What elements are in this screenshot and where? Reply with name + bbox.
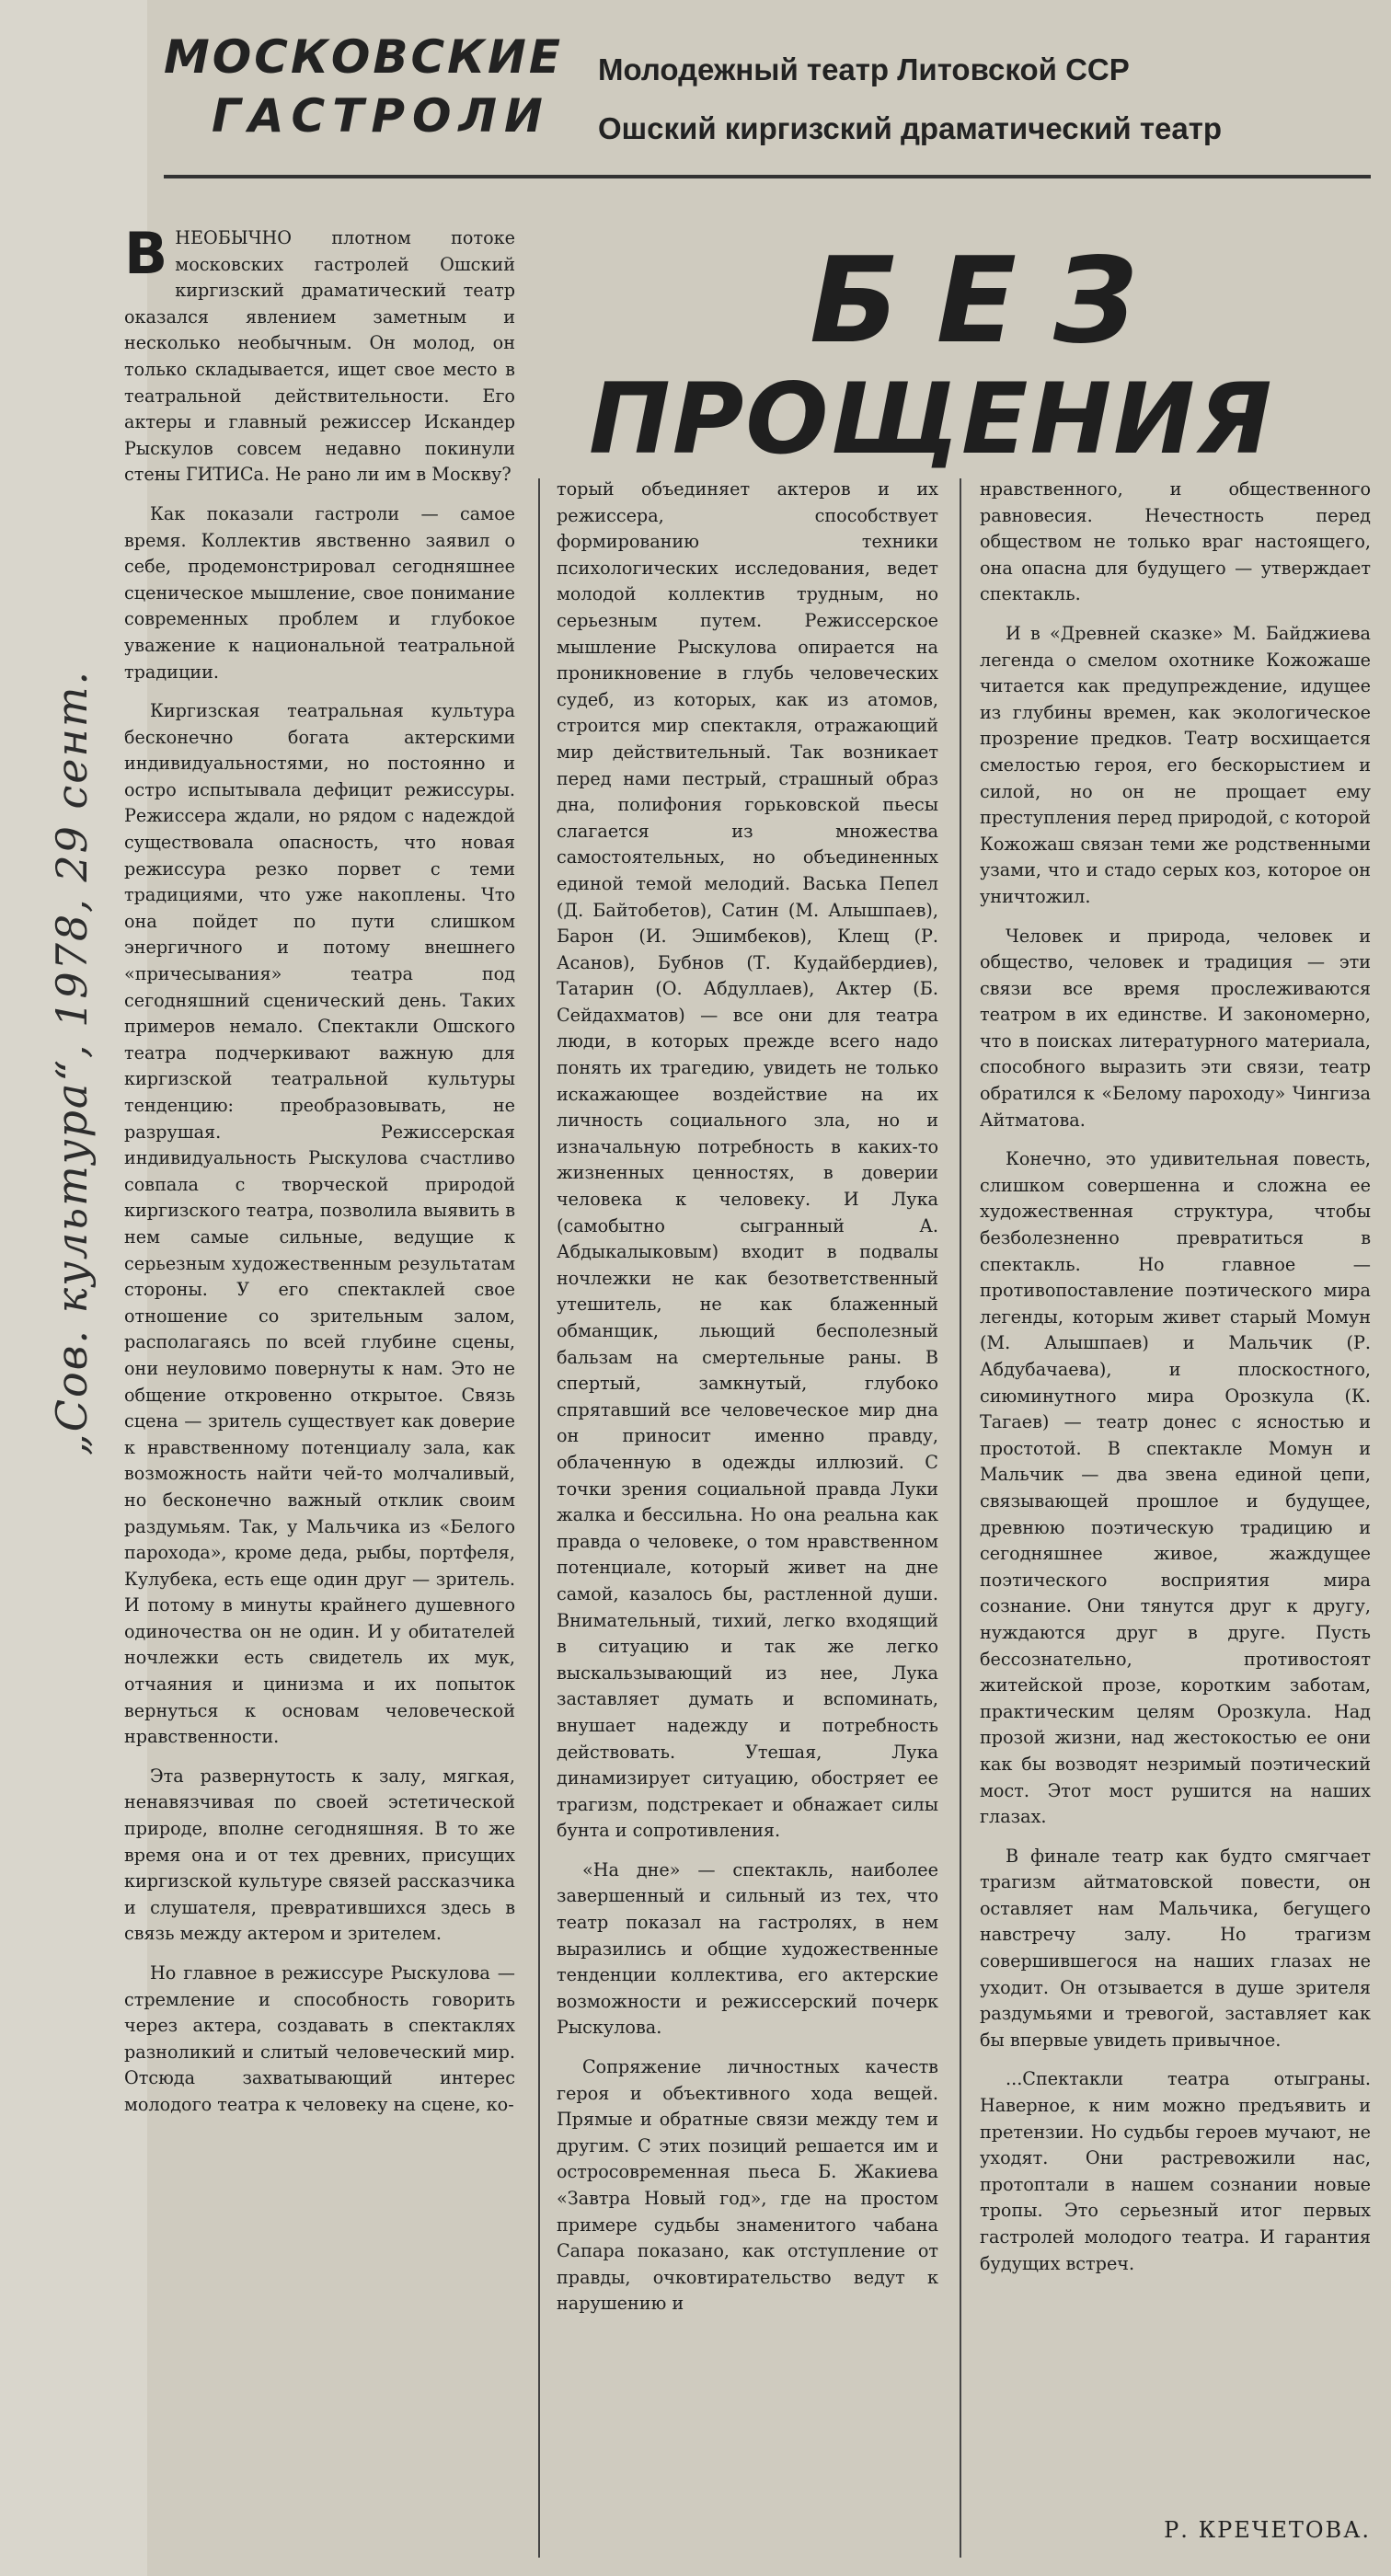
paragraph-text: НЕОБЫЧНО плотном потоке московских гастролей Ошский киргизский драматический театр оказался явлением заметным и несколько необычным. Он молод, он только складывается, ищет свое место в театральной действительности. Его актеры и главный режиссер Искандер Рыскулов совсем недавно покинули стены ГИТИСа. Не рано ли им в Москву? <box>124 227 515 486</box>
paragraph: нравственного, и общественного равновесия. Нечестность перед обществом не только враг настоящего, она опасна для будущего — утверждает спектакль. <box>980 478 1371 605</box>
paragraph: Но главное в режиссуре Рыскулова — стремление и способность говорить через актера, создавать в спектаклях разноликий и слитый человеческий мир. Отсюда захватывающий интерес молодого театра к человеку на сцене, ко- <box>124 1962 515 2115</box>
paragraph: «На дне» — спектакль, наиболее завершенный и сильный из тех, что театр показал на гастролях, в нем выразились и общие художественные тенденции коллектива, его актерские возможности и режиссерский почерк Рыскулова. <box>557 1858 938 2039</box>
column-1 <box>124 220 515 2132</box>
title-line-2: ПРОЩЕНИЯ <box>589 362 1274 476</box>
column-2 <box>557 477 938 2330</box>
paragraph: ...Спектакли театра отыграны. Наверное, к ним можно предъявить и претензии. Но судьбы героев мучают, не уходят. Они растревожили нас, протоптали в нашем сознании новые тропы. Это серьезный итог первых гастролей молодого театра. И гарантия будущих встреч. <box>980 2068 1371 2274</box>
paragraph: Киргизская театральная культура бесконечно богата актерскими индивидуальностями, но постоянно и остро испытывала дефицит режиссуры. Режиссера ждали, но рядом с надеждой существовала опасность, что новая режиссура резко порвет с теми традициями, что уже накоплены. Что она пойдет по пути слишком энергичного и потому внешнего «причесывания» театра под сегодняшний сценический день. Таких примеров немало. Спектакли Ошского театра подчеркивают важную для киргизской театральной культуры тенденцию: преобразовывать, не разрушая. Режиссерская индивидуальность Рыскулова счастливо совпала с творческой природой киргизского театра, позволила выявить в нем самые сильные, ведущие к серьезным художественным результатам стороны. У его спектаклей свое отношение со зрительным залом, располагаясь по всей глубине сцены, они неуловимо повернуты к нам. Это не общение откровенно открытое. Связь сцена — зритель существует как доверие к нравственному потенциалу зала, как возможность найти чей-то молчаливый, но бесконечно важный отклик своим раздумьям. Так, у Мальчика из «Белого парохода», кроме деда, рыбы, портфеля, Кулубека, есть еще один друг — зритель. И потому в минуты крайнего душевного одиночества он не один. И у обитателей ночлежки есть свидетель их мук, отчаяния и цинизма и их попыток вернуться к основам человеческой нравственности. <box>124 700 515 1748</box>
rubric-line-2: ГАСТРОЛИ <box>212 89 550 143</box>
article-title <box>589 233 1371 477</box>
rubric-heading <box>164 28 564 145</box>
theater-list <box>598 40 1371 158</box>
paragraph: торый объединяет актеров и их режиссера, способствует формированию техники психологических исследования, ведет молодой коллектив трудным, но серьезным путем. Режиссерское мышление Рыскулова опирается на проникновение в глубь человеческих судеб, из которых, как из атомов, строится мир спектакля, отражающий мир действительный. Так возникает перед нами пестрый, страшный образ дна, полифония горьковской пьесы слагается из множества самостоятельных, но объединенных единой темой мелодий. Васька Пепел (Д. Байтобетов), Сатин (М. Алышпаев), Барон (И. Эшимбеков), Клещ (Р. Асанов), Бубнов (Т. Кудайбердиев), Татарин (О. Абдуллаев), Актер (Б. Сейдахматов) — все они для театра люди, в которых прежде всего надо понять их трагедию, увидеть не только искажающее воздействие на их личность социального зла, но и изначальную потребность в каких-то жизненных ценностях, в доверии человека к человеку. И Лука (самобытно сыгранный А. Абдыкалыковым) входит в подвалы ночлежки не как безответственный утешитель, не как блаженный обманщик, льющий бесполезный бальзам на смертельные раны. В спертый, замкнутый, глубоко спрятавший все человеческое мир дна он приносит именно правду, облаченную в одежды иллюзий. С точки зрения социальной правда Луки жалка и бессильна. Но она реальна как правда о человеке, о том нравственном потенциале, который живет на дне самой, казалось бы, растленной души. Внимательный, тихий, легко входящий в ситуацию и так же легко выскальзывающий из нее, Лука заставляет думать и вспоминать, внушает надежду и потребность действовать. Утешая, Лука динамизирует ситуацию, обостряет ее трагизм, подстрекает и обнажает силы бунта и сопротивления. <box>557 478 938 1842</box>
column-divider <box>960 478 961 2558</box>
column-3 <box>980 477 1371 2290</box>
drop-cap: В <box>124 220 168 287</box>
paragraph <box>124 220 515 489</box>
paragraph: В финале театр как будто смягчает трагизм айтматовской повести, он оставляет нам Мальчика, бегущего навстречу залу. Но трагизм совершившегося на наших глазах не уходит. Он отзывается в душе зрителя раздумьями и тревогой, заставляет как бы впервые увидеть привычное. <box>980 1845 1371 2051</box>
paragraph: Как показали гастроли — самое время. Коллектив явственно заявил о себе, продемонстрировал сегодняшнее сценическое мышление, свое понимание современных проблем и глубокое уважение к национальной театральной традиции. <box>124 502 515 683</box>
source-note-text: „Сов. культура“, 1978, 29 сент. <box>47 669 97 1456</box>
author-signature: Р. КРЕЧЕТОВА. <box>1164 2517 1371 2543</box>
paragraph: Сопряжение личностных качеств героя и объективного хода вещей. Прямые и обратные связи между тем и другим. С этих позиций решается им и остросовременная пьеса Б. Жакиева «Завтра Новый год», где на простом примере судьбы знаменитого чабана Сапара показано, как отступление от правды, очковтирательство ведут к нарушению и <box>557 2056 938 2315</box>
paragraph: Конечно, это удивительная повесть, слишком совершенна и сложна ее художественная структура, чтобы безболезненно превратиться в спектакль. Но главное — противопоставление поэтического мира легенды, которым живет старый Момун (М. Алышпаев) и Мальчик (Р. Абдубачаева), и плоскостного, сиюминутного мира Орозкула (К. Тагаев) — театр донес с ясностью и простотой. В спектакле Момун и Мальчик — два звена единой цепи, связывающей прошлое и будущее, древнюю поэтическую традицию и сегодняшнее живое, жаждущее поэтического восприятия мира сознание. Они тянутся друг к другу, нуждаются друг в друге. Пусть бессознательно, противостоят житейской прозе, коротким заботам, практическим целям Орозкула. Над прозой жизни, над жестокостью ее они как бы возводят незримый поэтический мост. Этот мост рушится на наших глазах. <box>980 1148 1371 1828</box>
handwritten-source-note <box>17 396 127 1730</box>
rubric-line-1: МОСКОВСКИЕ <box>164 30 564 84</box>
theater-2: Ошский киргизский драматический театр <box>598 111 1223 145</box>
title-line-1: БЕЗ <box>810 233 1174 370</box>
paragraph: Человек и природа, человек и общество, человек и традиция — эти связи все время прослеживаются театром в их единстве. И закономерно, что в поисках литературного материала, способного выразить эти связи, театр обратился к «Белому пароходу» Чингиза Айтматова. <box>980 925 1371 1131</box>
column-divider <box>538 478 540 2558</box>
paragraph: Эта развернутость к залу, мягкая, ненавязчивая по своей эстетической природе, вполне сегодняшняя. В то же время она и от тех древних, присущих киргизской культуре связей рассказчика и слушателя, превратившихся здесь в связь между актером и зрителем. <box>124 1765 515 1945</box>
theater-1: Молодежный театр Литовской ССР <box>598 52 1130 86</box>
paragraph: И в «Древней сказке» М. Байджиева легенда о смелом охотнике Кожожаше читается как предупреждение, идущее из глубины времен, как экологическое прозрение предков. Театр восхищается смелостью героя, его бескорыстием и силой, но он не прощает ему преступления перед природой, с которой Кожожаш связан теми же родственными узами, что и стадо серых коз, которое он уничтожил. <box>980 622 1371 907</box>
header-divider <box>164 175 1371 178</box>
